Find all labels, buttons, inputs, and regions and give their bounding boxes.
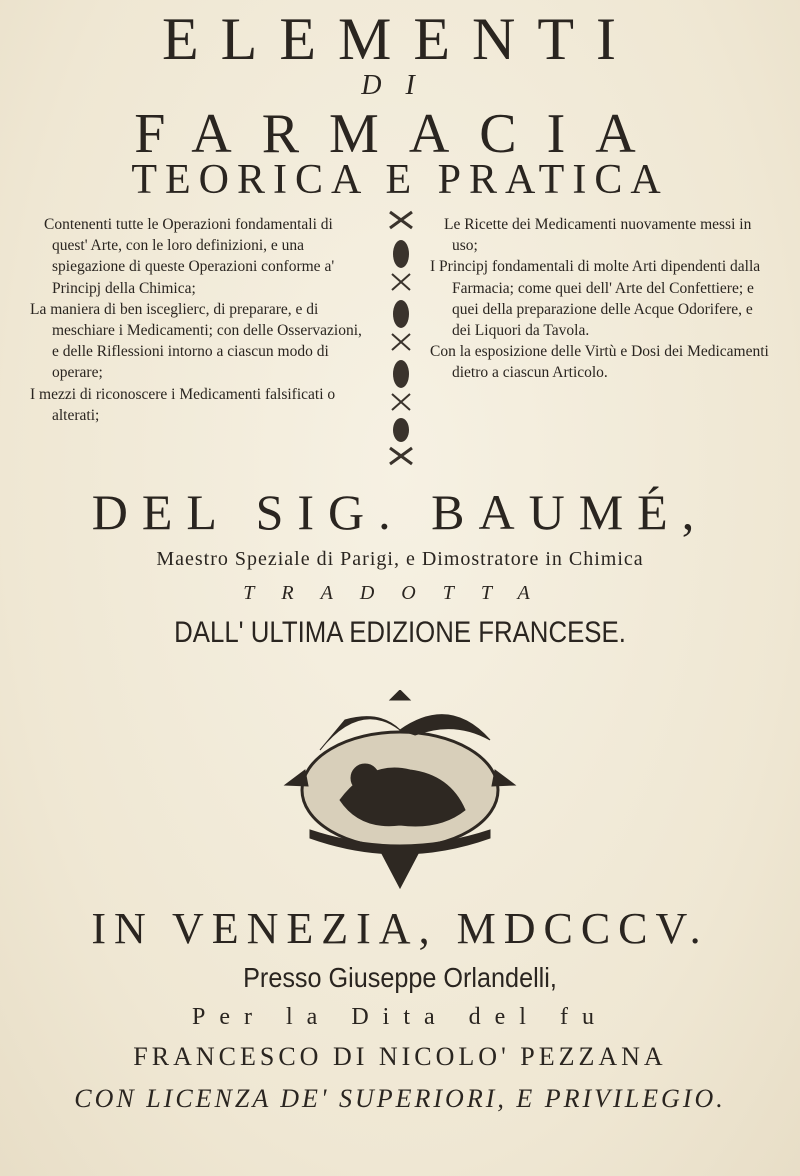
title-elementi: ELEMENTI xyxy=(162,6,638,72)
imprint-for-name: FRANCESCO DI NICOLO' PEZZANA xyxy=(133,1042,667,1071)
column-divider-ornament-icon xyxy=(384,208,418,468)
contents-item: La maniera di ben isceglierc, di preparare, e di meschiare i Medicamenti; con delle Osservazioni, e delle Riflessioni intorno a ciascun modo di operare; xyxy=(30,300,362,382)
author-title: Maestro Speziale di Parigi, e Dimostratore in Chimica xyxy=(156,548,644,570)
contents-item: Contenenti tutte le Operazioni fondamentali di quest' Arte, con le loro definizioni, e una spiegazione di queste Operazioni conforme a' Principj della Chimica; xyxy=(44,216,335,297)
contents-item: I mezzi di riconoscere i Medicamenti falsificati o alterati; xyxy=(30,385,336,424)
imprint-printer: Presso Giuseppe Orlandelli, xyxy=(243,962,557,993)
title-di: DI xyxy=(361,70,439,101)
title-farmacia: FARMACIA xyxy=(134,103,666,165)
translated-label: TRADOTTA xyxy=(243,582,557,604)
contents-right-column xyxy=(430,214,775,384)
contents-item: Con la esposizione delle Virtù e Dosi dei Medicamenti dietro a ciascun Articolo. xyxy=(430,343,769,382)
contents-item: Le Ricette dei Medicamenti nuovamente messi in uso; xyxy=(444,216,752,255)
contents-left-column xyxy=(30,214,370,426)
title-teorica-e-pratica: TEORICA E PRATICA xyxy=(131,157,669,203)
imprint-place-date: IN VENEZIA, MDCCCV. xyxy=(91,904,709,953)
winged-lion-emblem-icon xyxy=(250,690,550,890)
imprint-for-line: Per la Dita del fu xyxy=(192,1004,608,1030)
author-name: DEL SIG. BAUMÉ, xyxy=(91,484,709,540)
imprint-license: CON LICENZA DE' SUPERIORI, E PRIVILEGIO. xyxy=(74,1084,726,1113)
edition-label: DALL' ULTIMA EDIZIONE FRANCESE. xyxy=(174,616,626,649)
contents-item: I Principj fondamentali di molte Arti dipendenti dalla Farmacia; come quei dell' Arte del Confettiere; e quei della preparazione delle Acque Odorifere, e dei Liquori da Tavola. xyxy=(430,258,761,340)
